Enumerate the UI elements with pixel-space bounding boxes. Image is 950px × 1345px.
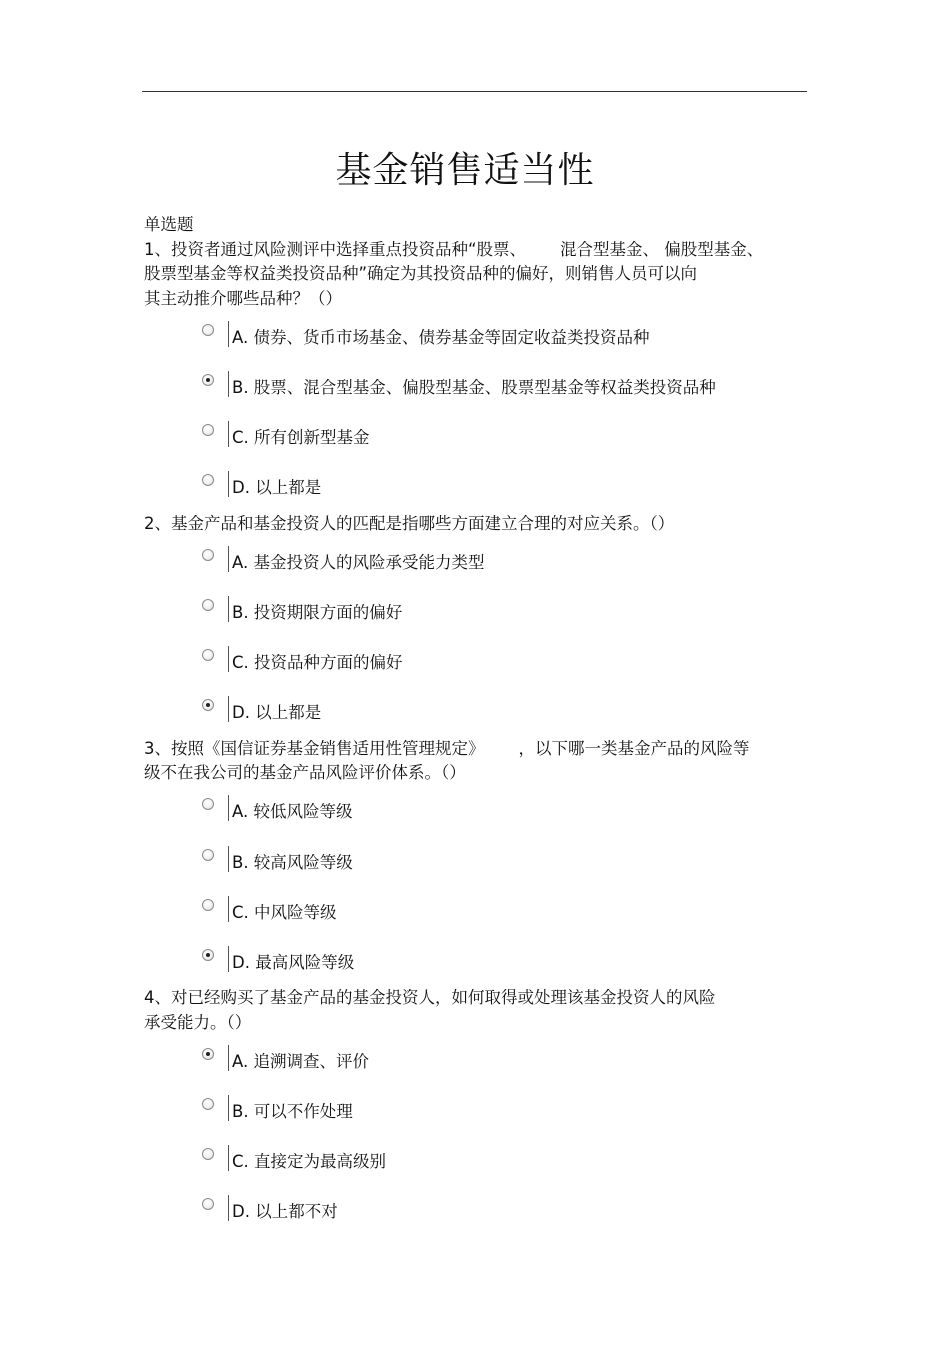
option-divider [228, 596, 229, 622]
option-divider [228, 421, 229, 447]
option-divider [228, 795, 229, 821]
option-divider [228, 1045, 229, 1071]
option-label: A. 基金投资人的风险承受能力类型 [232, 553, 485, 572]
option-divider [228, 696, 229, 722]
option-label: B. 投资期限方面的偏好 [232, 603, 403, 622]
page-title: 基金销售适当性 [335, 150, 595, 191]
question-3-line-2: 级不在我公司的基金产品风险评价体系。（） [144, 763, 466, 782]
option-divider [228, 646, 229, 672]
question-4-line-1: 4、对已经购买了基金产品的基金投资人，如何取得或处理该基金投资人的风险 [144, 988, 716, 1007]
radio-button-selected[interactable] [202, 949, 214, 961]
option-divider [228, 546, 229, 572]
option-label: B. 股票、混合型基金、偏股型基金、股票型基金等权益类投资品种 [232, 378, 716, 397]
option-label: B. 较高风险等级 [232, 853, 353, 872]
radio-button-selected[interactable] [202, 374, 214, 386]
option-divider [228, 896, 229, 922]
option-divider [228, 471, 229, 497]
option-label: B. 可以不作处理 [232, 1102, 353, 1121]
radio-button[interactable] [202, 1148, 214, 1160]
radio-button[interactable] [202, 849, 214, 861]
option-label: D. 以上都是 [232, 703, 322, 722]
section-label: 单选题 [144, 215, 194, 234]
option-label: D. 最高风险等级 [232, 953, 355, 972]
option-divider [228, 1145, 229, 1171]
option-label: C. 所有创新型基金 [232, 428, 370, 447]
option-label: C. 中风险等级 [232, 903, 337, 922]
radio-button[interactable] [202, 324, 214, 336]
option-divider [228, 846, 229, 872]
question-1-line-2: 股票型基金等权益类投资品种”确定为其投资品种的偏好，则销售人员可以向 [144, 264, 698, 283]
option-divider [228, 1095, 229, 1121]
radio-button[interactable] [202, 1098, 214, 1110]
option-label: D. 以上都是 [232, 478, 322, 497]
question-1-line-3: 其主动推介哪些品种？（） [144, 289, 342, 308]
radio-button-selected[interactable] [202, 1048, 214, 1060]
option-label: C. 投资品种方面的偏好 [232, 653, 403, 672]
option-divider [228, 371, 229, 397]
radio-button[interactable] [202, 899, 214, 911]
question-4-line-2: 承受能力。（） [144, 1013, 252, 1032]
option-label: A. 较低风险等级 [232, 802, 353, 821]
radio-button[interactable] [202, 474, 214, 486]
option-divider [228, 321, 229, 347]
radio-button[interactable] [202, 1198, 214, 1210]
option-label: A. 追溯调查、评价 [232, 1052, 369, 1071]
radio-button[interactable] [202, 798, 214, 810]
radio-button-selected[interactable] [202, 699, 214, 711]
option-divider [228, 1195, 229, 1221]
option-label: D. 以上都不对 [232, 1202, 338, 1221]
question-2-line-1: 2、基金产品和基金投资人的匹配是指哪些方面建立合理的对应关系。（） [144, 514, 675, 533]
radio-button[interactable] [202, 549, 214, 561]
top-rule [142, 91, 807, 92]
radio-button[interactable] [202, 599, 214, 611]
radio-button[interactable] [202, 649, 214, 661]
option-label: A. 债券、货币市场基金、债券基金等固定收益类投资品种 [232, 328, 650, 347]
question-1-line-1: 1、投资者通过风险测评中选择重点投资品种“股票、 混合型基金、 偏股型基金、 [144, 240, 764, 259]
option-divider [228, 946, 229, 972]
option-label: C. 直接定为最高级别 [232, 1152, 387, 1171]
radio-button[interactable] [202, 424, 214, 436]
question-3-line-1: 3、按照《国信证券基金销售适用性管理规定》 ，以下哪一类基金产品的风险等 [144, 739, 750, 758]
